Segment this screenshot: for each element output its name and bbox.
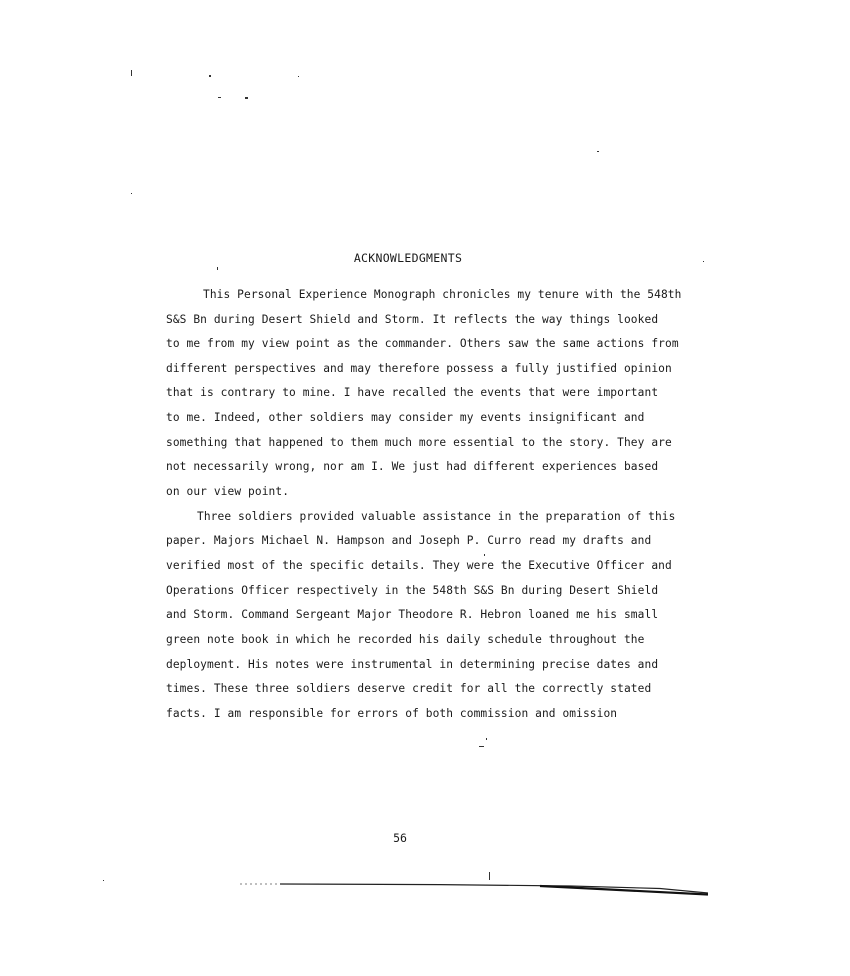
scan-speck	[489, 872, 490, 880]
scan-speck	[209, 75, 211, 77]
scan-speck	[218, 97, 221, 98]
scan-edge-rule	[240, 882, 708, 896]
text-line: This Personal Experience Monograph chronicles my tenure with the 548th	[203, 288, 682, 301]
text-line: to me. Indeed, other soldiers may consider my events insignificant and	[166, 411, 645, 424]
page-number: 56	[393, 831, 407, 845]
text-line: paper. Majors Michael N. Hampson and Joseph P. Curro read my drafts and	[166, 534, 652, 547]
scan-speck	[597, 151, 599, 152]
text-line: and Storm. Command Sergeant Major Theodore R. Hebron loaned me his small	[166, 608, 659, 621]
text-line: that is contrary to mine. I have recalled the events that were important	[166, 386, 659, 399]
text-line: green note book in which he recorded his daily schedule throughout the	[166, 633, 645, 646]
text-line: different perspectives and may therefore possess a fully justified opinion	[166, 362, 672, 375]
text-line: deployment. His notes were instrumental in determining precise dates and	[166, 658, 659, 671]
scan-speck	[479, 746, 484, 747]
scan-speck	[217, 267, 218, 270]
text-line: verified most of the specific details. They were the Executive Officer and	[166, 559, 672, 572]
scan-speck	[103, 880, 104, 881]
text-line: to me from my view point as the commander. Others saw the same actions from	[166, 337, 679, 350]
scan-speck	[486, 738, 487, 740]
text-line: Operations Officer respectively in the 548th S&S Bn during Desert Shield	[166, 584, 659, 597]
text-line: Three soldiers provided valuable assistance in the preparation of this	[197, 510, 676, 523]
scan-speck	[484, 554, 485, 556]
text-line: facts. I am responsible for errors of both commission and omission	[166, 707, 618, 720]
scan-speck	[298, 76, 299, 77]
text-line: on our view point.	[166, 485, 290, 498]
text-line: S&S Bn during Desert Shield and Storm. It reflects the way things looked	[166, 313, 659, 326]
text-line: times. These three soldiers deserve credit for all the correctly stated	[166, 682, 652, 695]
scan-speck	[245, 97, 248, 99]
page-title: ACKNOWLEDGMENTS	[353, 251, 463, 265]
scan-speck	[131, 193, 132, 194]
scan-speck	[131, 70, 132, 76]
text-line: not necessarily wrong, nor am I. We just had different experiences based	[166, 460, 659, 473]
text-line: something that happened to them much more essential to the story. They are	[166, 436, 672, 449]
